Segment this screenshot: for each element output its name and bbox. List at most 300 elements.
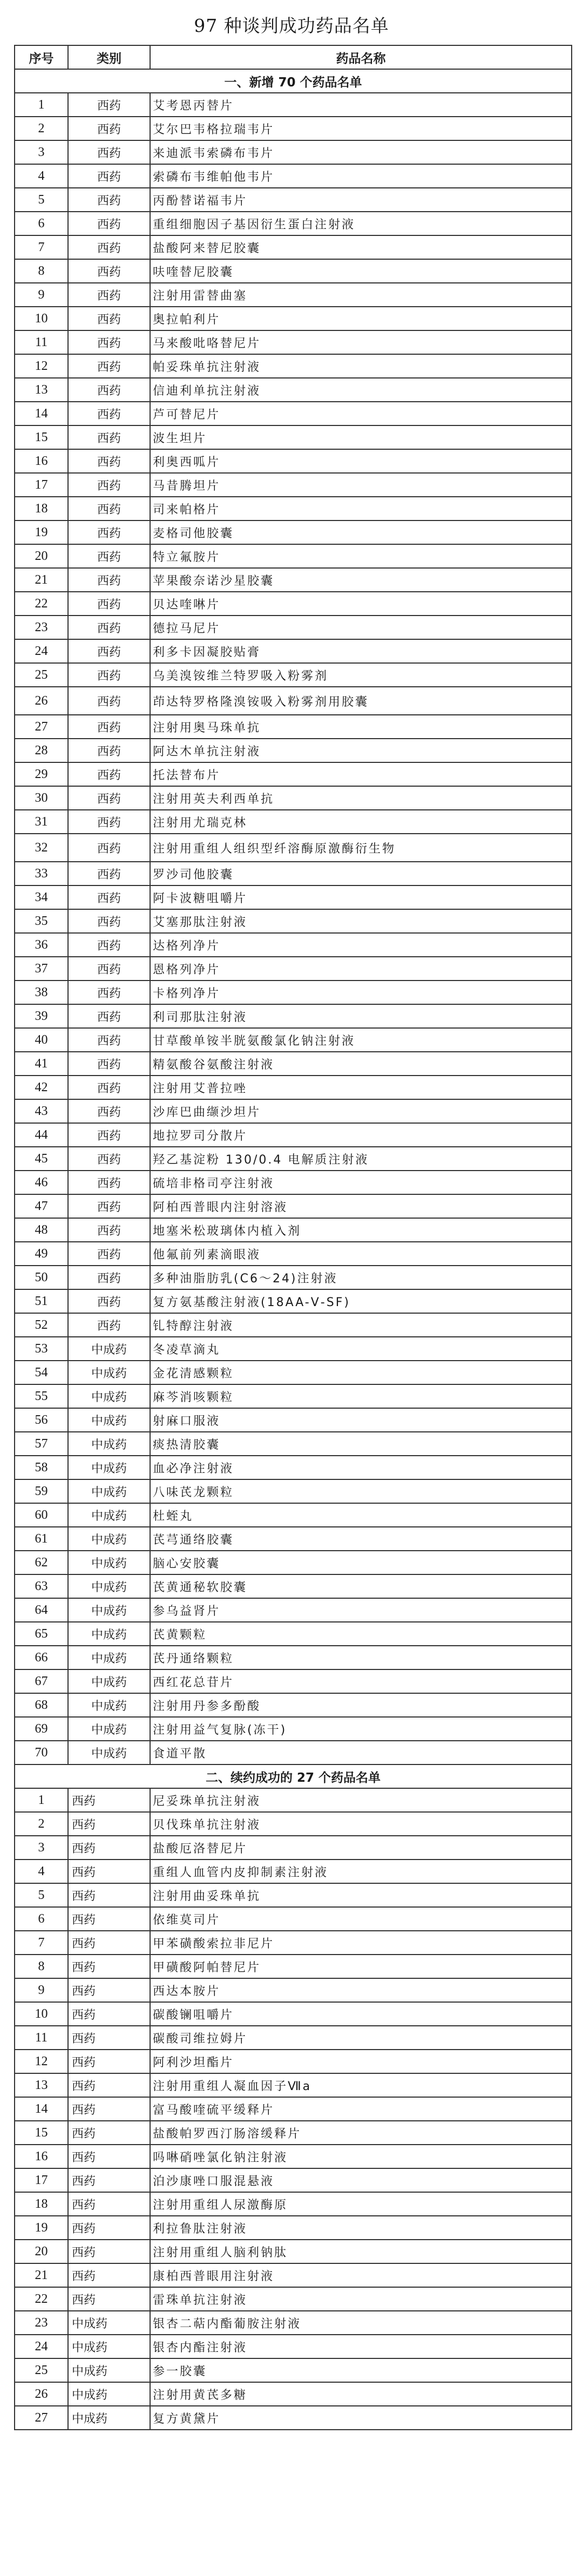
row-category: 中成药 [68, 2311, 150, 2335]
row-index: 42 [15, 1076, 68, 1099]
row-category: 西药 [68, 639, 150, 663]
row-category: 西药 [68, 330, 150, 354]
table-row [15, 1218, 572, 1242]
row-drug-name: 呋喹替尼胶囊 [150, 259, 572, 283]
row-category: 西药 [68, 715, 150, 739]
row-index: 16 [15, 2145, 68, 2168]
row-drug-name: 吗啉硝唑氯化钠注射液 [150, 2145, 572, 2168]
table-row [15, 1313, 572, 1337]
table-row [15, 1788, 572, 1812]
row-category: 西药 [68, 473, 150, 497]
table-row [15, 1741, 572, 1764]
table-row [15, 188, 572, 212]
row-index: 69 [15, 1717, 68, 1741]
table-row [15, 1598, 572, 1622]
row-drug-name: 依维莫司片 [150, 1907, 572, 1931]
row-drug-name: 注射用重组人组织型纤溶酶原激酶衍生物 [150, 834, 572, 862]
row-index: 6 [15, 212, 68, 235]
table-row [15, 1384, 572, 1408]
row-category: 中成药 [68, 1622, 150, 1646]
row-category: 西药 [68, 425, 150, 449]
table-row [15, 378, 572, 402]
row-index: 22 [15, 2287, 68, 2311]
row-index: 65 [15, 1622, 68, 1646]
row-index: 26 [15, 2382, 68, 2406]
table-row [15, 1978, 572, 2002]
table-row [15, 1622, 572, 1646]
table-row [15, 2097, 572, 2121]
row-index: 25 [15, 2358, 68, 2382]
table-header-row [15, 45, 572, 69]
table-row [15, 330, 572, 354]
row-drug-name: 康柏西普眼用注射液 [150, 2263, 572, 2287]
row-index: 24 [15, 2335, 68, 2358]
row-drug-name: 麦格司他胶囊 [150, 520, 572, 544]
row-index: 21 [15, 568, 68, 592]
row-index: 49 [15, 1242, 68, 1266]
row-index: 29 [15, 762, 68, 786]
row-index: 4 [15, 1860, 68, 1883]
table-row [15, 2382, 572, 2406]
row-category: 西药 [68, 1978, 150, 2002]
row-index: 52 [15, 1313, 68, 1337]
row-drug-name: 卡格列净片 [150, 981, 572, 1004]
table-row [15, 2335, 572, 2358]
row-index: 12 [15, 2050, 68, 2073]
row-index: 59 [15, 1479, 68, 1503]
row-category: 中成药 [68, 1456, 150, 1479]
table-row [15, 663, 572, 687]
row-category: 中成药 [68, 1717, 150, 1741]
row-category: 西药 [68, 885, 150, 909]
row-index: 11 [15, 2026, 68, 2050]
row-index: 63 [15, 1574, 68, 1598]
table-row [15, 834, 572, 862]
row-drug-name: 盐酸阿来替尼胶囊 [150, 235, 572, 259]
table-row [15, 616, 572, 639]
row-category: 西药 [68, 449, 150, 473]
row-drug-name: 罗沙司他胶囊 [150, 862, 572, 885]
table-row [15, 1456, 572, 1479]
row-index: 3 [15, 1836, 68, 1860]
row-category: 中成药 [68, 1693, 150, 1717]
table-row [15, 2406, 572, 2430]
row-category: 西药 [68, 592, 150, 616]
row-index: 26 [15, 687, 68, 715]
table-row [15, 1860, 572, 1883]
table-row [15, 1693, 572, 1717]
row-index: 62 [15, 1551, 68, 1574]
row-drug-name: 芪黄颗粒 [150, 1622, 572, 1646]
row-index: 32 [15, 834, 68, 862]
row-category: 中成药 [68, 2358, 150, 2382]
table-row [15, 1028, 572, 1052]
row-category: 西药 [68, 786, 150, 810]
table-row [15, 1123, 572, 1147]
row-category: 西药 [68, 283, 150, 307]
table-row [15, 2240, 572, 2263]
table-row [15, 639, 572, 663]
row-category: 中成药 [68, 1598, 150, 1622]
table-row [15, 544, 572, 568]
row-category: 中成药 [68, 2382, 150, 2406]
table-row [15, 140, 572, 164]
table-row [15, 2073, 572, 2097]
row-drug-name: 茚达特罗格隆溴铵吸入粉雾剂用胶囊 [150, 687, 572, 715]
row-drug-name: 利奥西呱片 [150, 449, 572, 473]
row-category: 西药 [68, 188, 150, 212]
row-drug-name: 地塞米松玻璃体内植入剂 [150, 1218, 572, 1242]
drug-list-table [14, 45, 572, 2430]
row-drug-name: 注射用重组人凝血因子Ⅶa [150, 2073, 572, 2097]
row-category: 中成药 [68, 2335, 150, 2358]
row-index: 36 [15, 933, 68, 957]
row-index: 23 [15, 2311, 68, 2335]
row-index: 11 [15, 330, 68, 354]
row-drug-name: 马来酸吡咯替尼片 [150, 330, 572, 354]
row-index: 23 [15, 616, 68, 639]
table-row [15, 933, 572, 957]
row-category: 西药 [68, 1028, 150, 1052]
table-row [15, 2026, 572, 2050]
row-index: 56 [15, 1408, 68, 1432]
row-index: 60 [15, 1503, 68, 1527]
row-drug-name: 八味芪龙颗粒 [150, 1479, 572, 1503]
row-category: 中成药 [68, 1337, 150, 1361]
table-row [15, 2287, 572, 2311]
row-index: 33 [15, 862, 68, 885]
row-category: 西药 [68, 2216, 150, 2240]
row-drug-name: 特立氟胺片 [150, 544, 572, 568]
table-row [15, 2002, 572, 2026]
row-drug-name: 参一胶囊 [150, 2358, 572, 2382]
row-index: 40 [15, 1028, 68, 1052]
row-drug-name: 碳酸镧咀嚼片 [150, 2002, 572, 2026]
table-row [15, 1669, 572, 1693]
row-index: 31 [15, 810, 68, 834]
row-drug-name: 他氟前列素滴眼液 [150, 1242, 572, 1266]
table-row [15, 1931, 572, 1955]
row-category: 中成药 [68, 1527, 150, 1551]
row-drug-name: 参乌益肾片 [150, 1598, 572, 1622]
row-drug-name: 甘草酸单铵半胱氨酸氯化钠注射液 [150, 1028, 572, 1052]
row-category: 中成药 [68, 1574, 150, 1598]
row-category: 西药 [68, 1931, 150, 1955]
row-category: 西药 [68, 834, 150, 862]
header-category: 类别 [68, 45, 150, 69]
row-index: 18 [15, 497, 68, 520]
row-drug-name: 芪丹通络颗粒 [150, 1646, 572, 1669]
row-index: 44 [15, 1123, 68, 1147]
row-index: 53 [15, 1337, 68, 1361]
row-index: 21 [15, 2263, 68, 2287]
row-index: 12 [15, 354, 68, 378]
table-row [15, 473, 572, 497]
row-index: 9 [15, 1978, 68, 2002]
row-index: 2 [15, 117, 68, 140]
row-index: 14 [15, 402, 68, 425]
row-index: 47 [15, 1194, 68, 1218]
row-category: 西药 [68, 235, 150, 259]
row-index: 19 [15, 2216, 68, 2240]
table-body [15, 69, 572, 2430]
row-category: 西药 [68, 1289, 150, 1313]
table-row [15, 1432, 572, 1456]
row-drug-name: 重组细胞因子基因衍生蛋白注射液 [150, 212, 572, 235]
row-category: 西药 [68, 1099, 150, 1123]
table-row [15, 1408, 572, 1432]
row-drug-name: 重组人血管内皮抑制素注射液 [150, 1860, 572, 1883]
row-drug-name: 艾塞那肽注射液 [150, 909, 572, 933]
row-category: 西药 [68, 862, 150, 885]
table-row [15, 449, 572, 473]
table-row [15, 762, 572, 786]
row-category: 西药 [68, 1883, 150, 1907]
row-drug-name: 注射用重组人脑利钠肽 [150, 2240, 572, 2263]
row-category: 中成药 [68, 1384, 150, 1408]
row-index: 50 [15, 1266, 68, 1289]
row-drug-name: 沙库巴曲缬沙坦片 [150, 1099, 572, 1123]
row-drug-name: 尼妥珠单抗注射液 [150, 1788, 572, 1812]
table-row [15, 2145, 572, 2168]
row-index: 20 [15, 2240, 68, 2263]
table-row [15, 885, 572, 909]
row-index: 14 [15, 2097, 68, 2121]
row-drug-name: 精氨酸谷氨酸注射液 [150, 1052, 572, 1076]
table-row [15, 2050, 572, 2073]
row-drug-name: 甲磺酸阿帕替尼片 [150, 1955, 572, 1978]
row-drug-name: 西达本胺片 [150, 1978, 572, 2002]
row-drug-name: 达格列净片 [150, 933, 572, 957]
row-category: 西药 [68, 663, 150, 687]
row-category: 西药 [68, 2097, 150, 2121]
row-index: 16 [15, 449, 68, 473]
row-category: 西药 [68, 212, 150, 235]
table-row [15, 1527, 572, 1551]
table-row [15, 1171, 572, 1194]
row-drug-name: 多种油脂肪乳(C6～24)注射液 [150, 1266, 572, 1289]
table-row [15, 1076, 572, 1099]
row-index: 39 [15, 1004, 68, 1028]
table-row [15, 1289, 572, 1313]
table-row [15, 1242, 572, 1266]
row-category: 西药 [68, 2287, 150, 2311]
table-row [15, 1194, 572, 1218]
row-category: 中成药 [68, 1503, 150, 1527]
table-row [15, 1836, 572, 1860]
row-index: 1 [15, 93, 68, 117]
table-row [15, 1266, 572, 1289]
row-category: 中成药 [68, 2406, 150, 2430]
row-drug-name: 麻芩消咳颗粒 [150, 1384, 572, 1408]
row-drug-name: 阿利沙坦酯片 [150, 2050, 572, 2073]
table-row [15, 212, 572, 235]
table-row [15, 1812, 572, 1836]
row-category: 西药 [68, 2002, 150, 2026]
table-row [15, 568, 572, 592]
row-category: 西药 [68, 687, 150, 715]
row-drug-name: 雷珠单抗注射液 [150, 2287, 572, 2311]
row-drug-name: 芪黄通秘软胶囊 [150, 1574, 572, 1598]
row-drug-name: 地拉罗司分散片 [150, 1123, 572, 1147]
table-row [15, 1361, 572, 1384]
row-category: 西药 [68, 354, 150, 378]
row-drug-name: 脑心安胶囊 [150, 1551, 572, 1574]
row-drug-name: 注射用雷替曲塞 [150, 283, 572, 307]
row-index: 37 [15, 957, 68, 981]
row-drug-name: 利司那肽注射液 [150, 1004, 572, 1028]
row-drug-name: 银杏二萜内酯葡胺注射液 [150, 2311, 572, 2335]
row-drug-name: 复方氨基酸注射液(18AA-Ⅴ-SF) [150, 1289, 572, 1313]
row-drug-name: 金花清感颗粒 [150, 1361, 572, 1384]
row-drug-name: 注射用益气复脉(冻干) [150, 1717, 572, 1741]
row-drug-name: 钆特醇注射液 [150, 1313, 572, 1337]
row-drug-name: 阿柏西普眼内注射溶液 [150, 1194, 572, 1218]
row-index: 7 [15, 235, 68, 259]
row-drug-name: 硫培非格司亭注射液 [150, 1171, 572, 1194]
table-row [15, 1147, 572, 1171]
row-drug-name: 索磷布韦维帕他韦片 [150, 164, 572, 188]
row-index: 27 [15, 2406, 68, 2430]
table-row [15, 117, 572, 140]
row-category: 西药 [68, 93, 150, 117]
row-drug-name: 司来帕格片 [150, 497, 572, 520]
row-index: 43 [15, 1099, 68, 1123]
table-row [15, 739, 572, 762]
row-index: 18 [15, 2192, 68, 2216]
row-drug-name: 来迪派韦索磷布韦片 [150, 140, 572, 164]
table-row [15, 909, 572, 933]
row-category: 西药 [68, 1812, 150, 1836]
table-row [15, 592, 572, 616]
row-drug-name: 芦可替尼片 [150, 402, 572, 425]
row-category: 西药 [68, 2050, 150, 2073]
row-category: 西药 [68, 957, 150, 981]
row-index: 51 [15, 1289, 68, 1313]
row-drug-name: 注射用重组人尿激酶原 [150, 2192, 572, 2216]
row-category: 中成药 [68, 1432, 150, 1456]
row-category: 西药 [68, 2168, 150, 2192]
row-drug-name: 注射用英夫利西单抗 [150, 786, 572, 810]
table-row [15, 687, 572, 715]
row-category: 西药 [68, 981, 150, 1004]
row-category: 西药 [68, 1788, 150, 1812]
row-drug-name: 食道平散 [150, 1741, 572, 1764]
row-drug-name: 盐酸帕罗西汀肠溶缓释片 [150, 2121, 572, 2145]
row-index: 8 [15, 259, 68, 283]
table-row [15, 1907, 572, 1931]
table-row [15, 1004, 572, 1028]
row-index: 13 [15, 378, 68, 402]
row-category: 西药 [68, 2121, 150, 2145]
row-category: 西药 [68, 1836, 150, 1860]
row-category: 西药 [68, 1907, 150, 1931]
row-drug-name: 泊沙康唑口服混悬液 [150, 2168, 572, 2192]
row-index: 3 [15, 140, 68, 164]
table-row [15, 235, 572, 259]
row-category: 西药 [68, 2145, 150, 2168]
row-index: 61 [15, 1527, 68, 1551]
row-index: 5 [15, 1883, 68, 1907]
row-drug-name: 复方黄黛片 [150, 2406, 572, 2430]
row-category: 西药 [68, 909, 150, 933]
row-category: 西药 [68, 1147, 150, 1171]
row-drug-name: 西红花总苷片 [150, 1669, 572, 1693]
row-drug-name: 注射用尤瑞克林 [150, 810, 572, 834]
row-category: 西药 [68, 739, 150, 762]
row-index: 19 [15, 520, 68, 544]
row-category: 西药 [68, 1266, 150, 1289]
table-row [15, 1646, 572, 1669]
row-category: 西药 [68, 616, 150, 639]
row-category: 西药 [68, 1242, 150, 1266]
table-row [15, 520, 572, 544]
table-row [15, 93, 572, 117]
row-index: 28 [15, 739, 68, 762]
row-category: 西药 [68, 140, 150, 164]
row-drug-name: 注射用曲妥珠单抗 [150, 1883, 572, 1907]
row-category: 西药 [68, 1171, 150, 1194]
row-drug-name: 羟乙基淀粉 130/0.4 电解质注射液 [150, 1147, 572, 1171]
row-index: 45 [15, 1147, 68, 1171]
row-index: 17 [15, 2168, 68, 2192]
row-category: 西药 [68, 762, 150, 786]
table-row [15, 1479, 572, 1503]
table-row [15, 862, 572, 885]
row-drug-name: 乌美溴铵维兰特罗吸入粉雾剂 [150, 663, 572, 687]
table-row [15, 810, 572, 834]
row-index: 13 [15, 2073, 68, 2097]
section-header-row [15, 1764, 572, 1788]
row-category: 中成药 [68, 1479, 150, 1503]
row-drug-name: 德拉马尼片 [150, 616, 572, 639]
row-category: 西药 [68, 933, 150, 957]
row-index: 4 [15, 164, 68, 188]
row-drug-name: 银杏内酯注射液 [150, 2335, 572, 2358]
row-category: 中成药 [68, 1669, 150, 1693]
page-title: 97 种谈判成功药品名单 [194, 15, 389, 36]
row-index: 70 [15, 1741, 68, 1764]
row-index: 27 [15, 715, 68, 739]
row-index: 54 [15, 1361, 68, 1384]
row-category: 中成药 [68, 1741, 150, 1764]
table-row [15, 1551, 572, 1574]
row-drug-name: 冬凌草滴丸 [150, 1337, 572, 1361]
table-row [15, 497, 572, 520]
row-index: 1 [15, 1788, 68, 1812]
row-drug-name: 注射用奥马珠单抗 [150, 715, 572, 739]
table-row [15, 425, 572, 449]
row-drug-name: 奥拉帕利片 [150, 307, 572, 330]
row-category: 西药 [68, 1004, 150, 1028]
row-index: 15 [15, 425, 68, 449]
row-category: 西药 [68, 1955, 150, 1978]
row-drug-name: 恩格列净片 [150, 957, 572, 981]
table-row [15, 1883, 572, 1907]
row-category: 西药 [68, 568, 150, 592]
row-index: 10 [15, 2002, 68, 2026]
row-category: 西药 [68, 1860, 150, 1883]
table-row [15, 307, 572, 330]
row-index: 46 [15, 1171, 68, 1194]
row-drug-name: 托法替布片 [150, 762, 572, 786]
row-category: 中成药 [68, 1408, 150, 1432]
row-drug-name: 阿卡波糖咀嚼片 [150, 885, 572, 909]
row-index: 68 [15, 1693, 68, 1717]
row-drug-name: 富马酸喹硫平缓释片 [150, 2097, 572, 2121]
row-drug-name: 帕妥珠单抗注射液 [150, 354, 572, 378]
row-index: 2 [15, 1812, 68, 1836]
